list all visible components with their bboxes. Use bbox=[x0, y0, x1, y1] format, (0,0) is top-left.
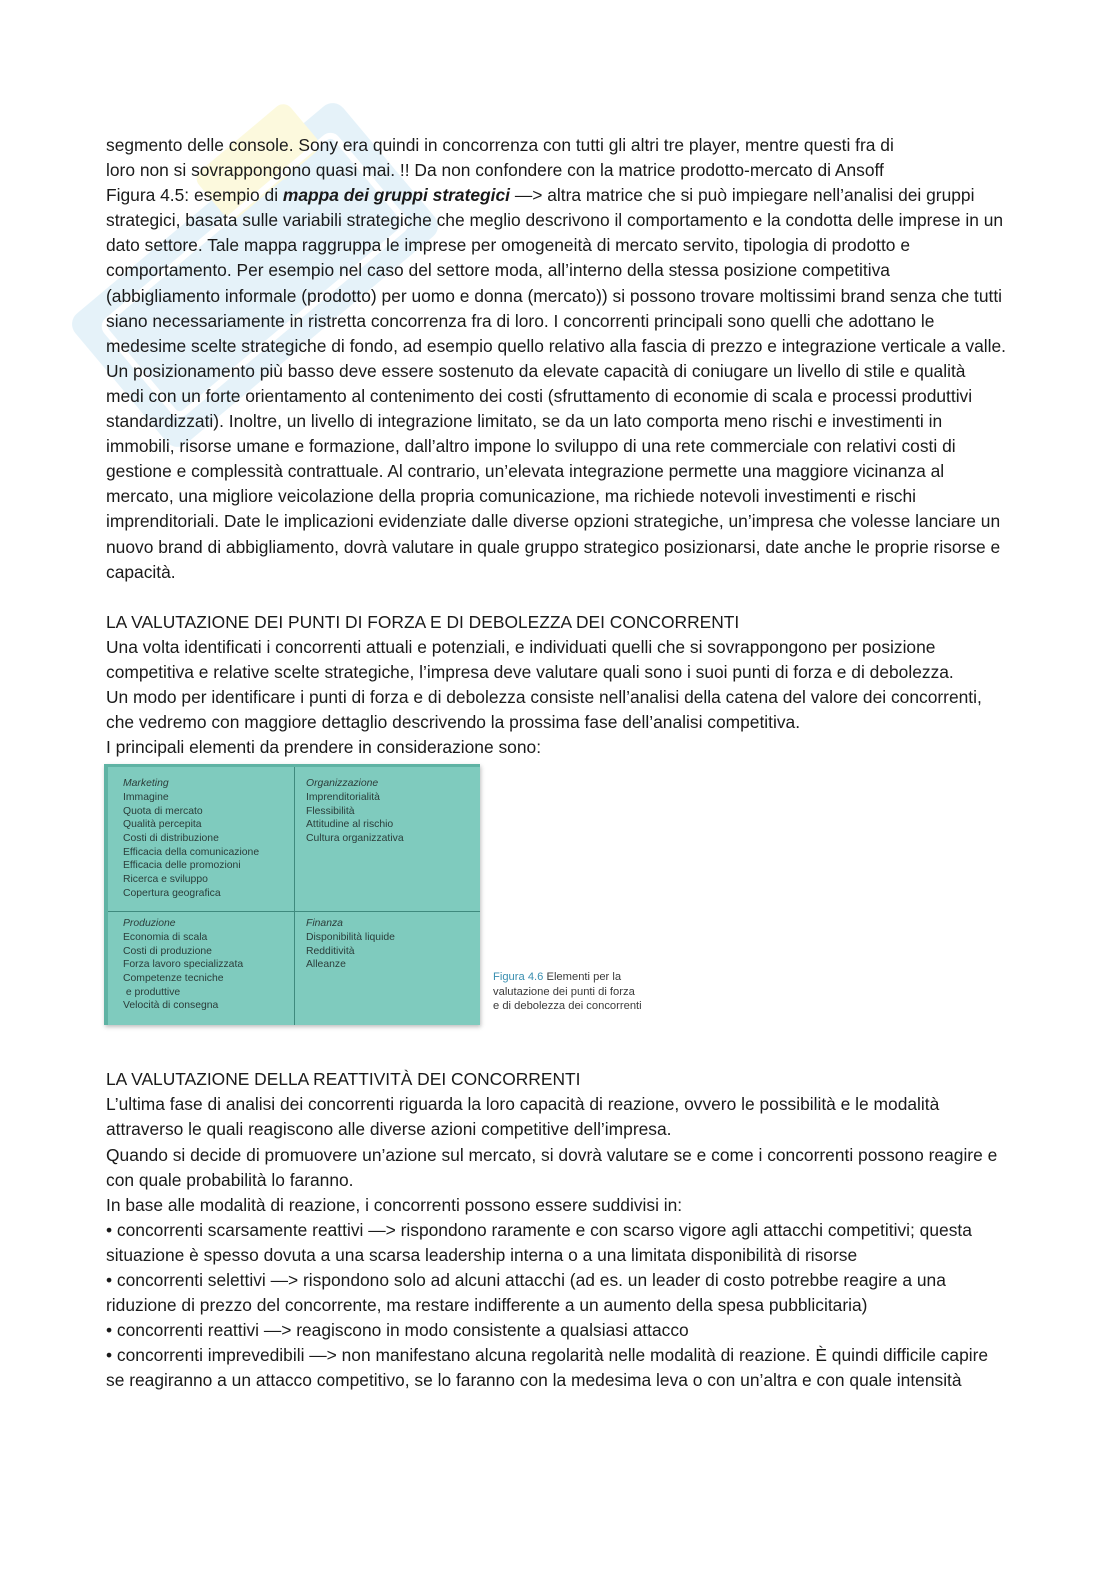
quadrant-item: Costi di distribuzione bbox=[123, 833, 219, 845]
caption-line-3: e di debolezza dei concorrenti bbox=[493, 1000, 642, 1013]
section1-paragraph-3: I principali elementi da prendere in considerazione sono: bbox=[106, 737, 542, 758]
quadrant-item: Efficacia delle promozioni bbox=[123, 860, 241, 872]
figure-4-5-paragraph bbox=[106, 183, 1006, 359]
figure-4-6-caption bbox=[493, 970, 693, 1014]
quadrant-item: Velocità di consegna bbox=[123, 1000, 219, 1012]
quadrant-item: Cultura organizzativa bbox=[306, 833, 404, 845]
figure-4-6 bbox=[106, 764, 1006, 1031]
positioning-paragraph: Un posizionamento più basso deve essere sostenuto da elevate capacità di coniugare un livello di stile e qualità medi con un forte orientamento al contenimento dei costi (sfruttamento di economie di scala e processi produttivi standardizzati). Inoltre, un livello di integrazione limitato, se da un lato comporta meno rischi e investimenti in immobili, risorse umane e formazione, dall’altro impone lo sviluppo di una rete commerciale con relativi costi di gestione e complessità contrattuale. Al contrario, un’elevata integrazione permette una maggiore vicinanza al mercato, una migliore veicolazione della propria comunicazione, ma richiede notevoli investimenti e rischi imprenditoriali. Date le implicazioni evidenziate dalle diverse opzioni strategiche, un’impresa che volesse lanciare un nuovo brand di abbigliamento, dovrà valutare in quale gruppo strategico posizionarsi, date anche le proprie risorse e capacità. bbox=[106, 360, 1001, 582]
section2-paragraph-2: Quando si decide di promuovere un’azione sul mercato, si dovrà valutare se e come i concorrenti possono reagire e con quale probabilità lo faranno. bbox=[106, 1144, 998, 1190]
intro-line-2: loro non si sovrappongono quasi mai. !! Da non confondere con la matrice prodotto-mercato di Ansoff bbox=[106, 160, 884, 181]
quadrant-produzione bbox=[123, 917, 243, 1013]
quadrant-item: Qualità percepita bbox=[123, 819, 202, 831]
quadrant-item: e produttive bbox=[123, 986, 181, 998]
section2-paragraph-3: In base alle modalità di reazione, i concorrenti possono essere suddivisi in: bbox=[106, 1194, 683, 1215]
intro-line-1: segmento delle console. Sony era quindi in concorrenza con tutti gli altri tre player, mentre questi fra di bbox=[106, 135, 894, 155]
quadrant-item: Immagine bbox=[123, 791, 169, 803]
figure-4-6-matrix bbox=[104, 764, 480, 1025]
caption-line-2: valutazione dei punti di forza bbox=[493, 985, 635, 998]
quadrant-item: Copertura geografica bbox=[123, 887, 221, 899]
quadrant-finanza bbox=[306, 917, 395, 972]
section-heading-strengths: LA VALUTAZIONE DEI PUNTI DI FORZA E DI DEBOLEZZA DEI CONCORRENTI bbox=[106, 611, 740, 632]
quadrant-item: Attitudine al rischio bbox=[306, 819, 394, 831]
spacer bbox=[106, 585, 1006, 610]
quadrant-marketing bbox=[123, 777, 259, 900]
section1-paragraph-2: Un modo per identificare i punti di forza e di debolezza consiste nell’analisi della catena del valore dei concorrenti, che vedremo con maggiore dettaglio descrivendo la prossima fase dell’analisi competitiva. bbox=[106, 686, 982, 733]
bullet-item: • concorrenti imprevedibili —> non manifestano alcuna regolarità nelle modalità di reazione. È quindi difficile capire se reagiranno a un attacco competitivo, se lo faranno con la medesima leva o con un’altra e con quale intensità bbox=[106, 1345, 989, 1391]
quadrant-item: Ricerca e sviluppo bbox=[123, 874, 208, 886]
quadrant-title: Finanza bbox=[306, 918, 343, 930]
quadrant-item: Alleanze bbox=[306, 959, 346, 971]
bullet-item: • concorrenti reattivi —> reagiscono in modo consistente a qualsiasi attacco bbox=[106, 1320, 689, 1341]
quadrant-item: Costi di produzione bbox=[123, 945, 212, 957]
quadrant-title: Marketing bbox=[123, 778, 169, 790]
quadrant-item: Disponibilità liquide bbox=[306, 931, 395, 943]
matrix-divider-horizontal bbox=[108, 911, 480, 912]
quadrant-item: Flessibilità bbox=[306, 805, 355, 817]
matrix-divider-vertical bbox=[294, 767, 295, 1025]
bullet-item: • concorrenti scarsamente reattivi —> rispondono raramente e con scarso vigore agli attacchi competitivi; questa situazione è spesso dovuta a una scarsa leadership interna o a una limitata disponibilità di risorse bbox=[106, 1219, 972, 1265]
section1-paragraph-1: Una volta identificati i concorrenti attuali e potenziali, e individuati quelli che si sovrappongono per posizione competitiva e relative scelte strategiche, l’impresa deve valutare quali sono i suoi punti di forza e di debolezza. bbox=[106, 636, 954, 682]
quadrant-organizzazione bbox=[306, 777, 404, 846]
figure-4-5-prefix: Figura 4.5: esempio di bbox=[106, 185, 283, 206]
section-heading-reactivity: LA VALUTAZIONE DELLA REATTIVITÀ DEI CONCORRENTI bbox=[106, 1069, 581, 1090]
quadrant-item: Forza lavoro specializzata bbox=[123, 959, 244, 971]
quadrant-item: Economia di scala bbox=[123, 931, 208, 943]
section2-paragraph-1: L’ultima fase di analisi dei concorrenti riguarda la loro capacità di reazione, ovvero le possibilità e le modalità attraverso le quali reagiscono alle diverse azioni competitive dell’impresa. bbox=[106, 1094, 940, 1140]
figure-4-5-text: —> altra matrice che si può impiegare nell’analisi dei gruppi strategici, basata sulle variabili strategiche che meglio descrivono il comportamento e la condotta delle imprese in un dato settore. Tale mappa raggruppa le imprese per omogeneità di mercato servito, tipologia di prodotto e comportamento. Per esempio nel caso del settore moda, all’interno della stessa posizione competitiva (abbigliamento informale (prodotto) per uomo e donna (mercato)) si possono trovare moltissimi brand senza che tutti siano necessariamente in ristretta concorrenza fra di loro. I concorrenti principali sono quelli che adottano le medesime scelte strategiche di fondo, ad esempio quello relativo alla fascia di prezzo e integrazione verticale a valle. bbox=[106, 185, 1006, 356]
quadrant-item: Imprenditorialità bbox=[306, 791, 380, 803]
caption-figure-number: Figura 4.6 bbox=[493, 971, 544, 984]
bullet-item: • concorrenti selettivi —> rispondono solo ad alcuni attacchi (ad es. un leader di costo potrebbe reagire a una riduzione di prezzo del concorrente, ma restare indifferente a un aumento della spesa pubblicitaria) bbox=[106, 1270, 946, 1316]
figure-4-5-term: mappa dei gruppi strategici bbox=[282, 185, 510, 206]
quadrant-item: Competenze tecniche bbox=[123, 973, 224, 985]
quadrant-item: Efficacia della comunicazione bbox=[123, 846, 260, 858]
caption-line-1: Elementi per la bbox=[543, 971, 622, 984]
quadrant-item: Redditività bbox=[306, 945, 355, 957]
quadrant-title: Organizzazione bbox=[306, 778, 379, 790]
document-page bbox=[106, 133, 1006, 1393]
quadrant-item: Quota di mercato bbox=[123, 805, 203, 817]
quadrant-title: Produzione bbox=[123, 918, 176, 930]
